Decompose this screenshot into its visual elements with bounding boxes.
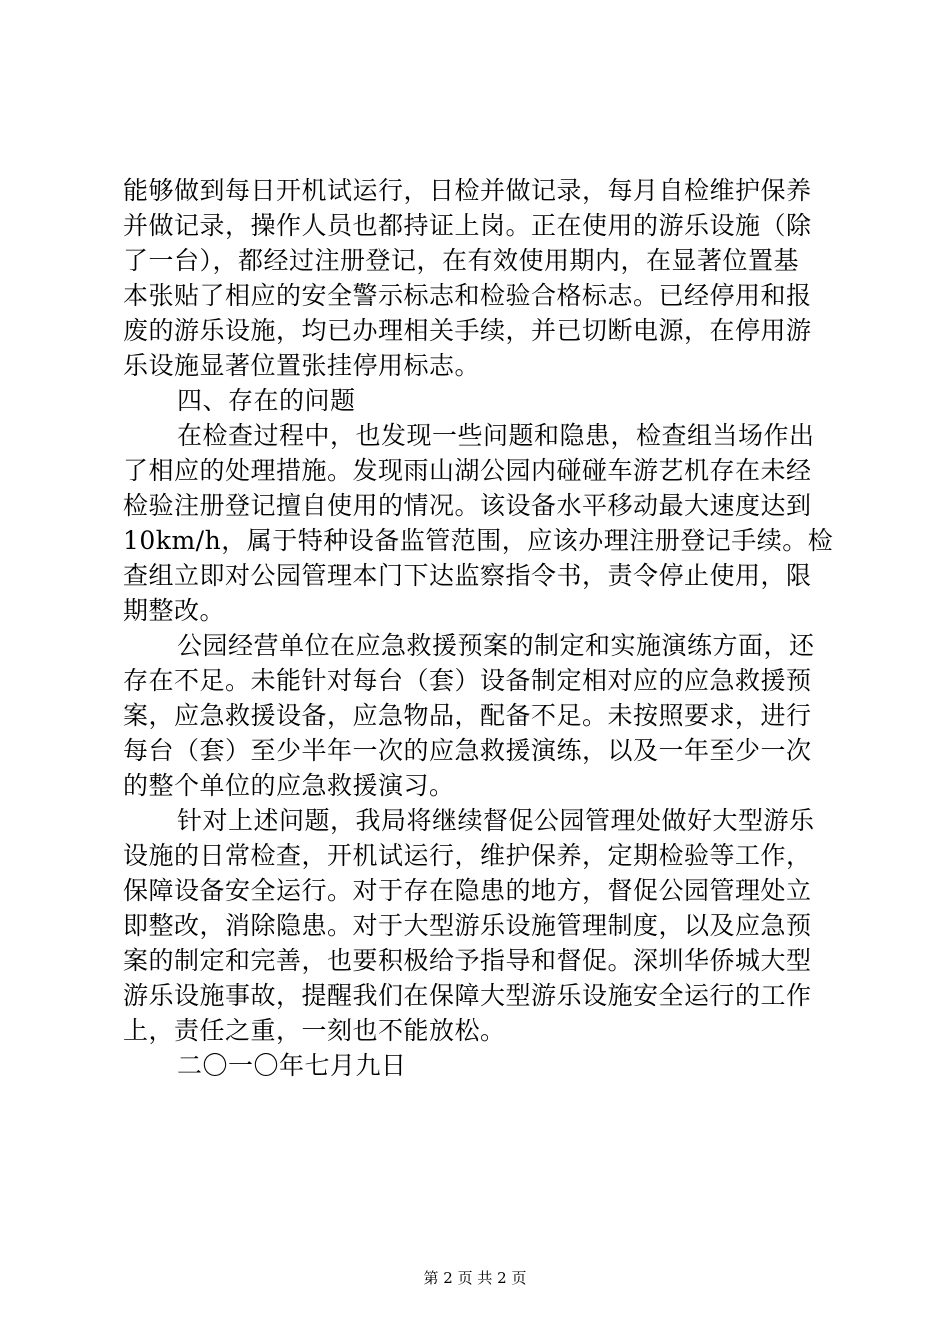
body-text-line: 检验注册登记擅自使用的情况。该设备水平移动最大速度达到 — [123, 491, 812, 520]
body-text-line: 期整改。 — [123, 596, 226, 625]
body-text-line: 了相应的处理措施。发现雨山湖公园内碰碰车游艺机存在未经 — [123, 456, 812, 485]
body-text-line: 能够做到每日开机试运行，日检并做记录，每月自检维护保养 — [123, 176, 812, 205]
body-text-line: 游乐设施事故，提醒我们在保障大型游乐设施安全运行的工作 — [123, 981, 812, 1010]
section-heading: 四、存在的问题 — [177, 386, 356, 415]
date-line: 二〇一〇年七月九日 — [177, 1051, 407, 1080]
body-text-line: 公园经营单位在应急救援预案的制定和实施演练方面，还 — [177, 631, 815, 660]
body-text-line: 并做记录，操作人员也都持证上岗。正在使用的游乐设施（除 — [123, 211, 812, 240]
body-text-line: 设施的日常检查，开机试运行，维护保养，定期检验等工作， — [123, 841, 812, 870]
body-text-line: 的整个单位的应急救援演习。 — [123, 771, 455, 800]
body-text-line: 案的制定和完善，也要积极给予指导和督促。深圳华侨城大型 — [123, 946, 812, 975]
page-number-footer: 第 2 页 共 2 页 — [423, 1269, 527, 1287]
body-text-line: 上，责任之重，一刻也不能放松。 — [123, 1016, 506, 1045]
body-text-line: 每台（套）至少半年一次的应急救援演练，以及一年至少一次 — [123, 736, 812, 765]
body-text-line: 案，应急救援设备，应急物品，配备不足。未按照要求，进行 — [123, 701, 812, 730]
body-text-line: 即整改，消除隐患。对于大型游乐设施管理制度，以及应急预 — [123, 911, 812, 940]
body-text-line: 废的游乐设施，均已办理相关手续，并已切断电源，在停用游 — [123, 316, 812, 345]
body-text-line: 了一台），都经过注册登记，在有效使用期内，在显著位置基 — [123, 246, 800, 275]
body-text-line: 乐设施显著位置张挂停用标志。 — [123, 351, 481, 380]
body-text-line: 存在不足。未能针对每台（套）设备制定相对应的应急救援预 — [123, 666, 812, 695]
body-text-line: 10km/h，属于特种设备监管范围，应该办理注册登记手续。检 — [123, 526, 834, 555]
body-text-line: 本张贴了相应的安全警示标志和检验合格标志。已经停用和报 — [123, 281, 812, 310]
body-text-line: 保障设备安全运行。对于存在隐患的地方，督促公园管理处立 — [123, 876, 812, 905]
body-text-line: 针对上述问题，我局将继续督促公园管理处做好大型游乐 — [177, 806, 815, 835]
body-text-line: 查组立即对公园管理本门下达监察指令书，责令停止使用，限 — [123, 561, 812, 590]
body-text-line: 在检查过程中，也发现一些问题和隐患，检查组当场作出 — [177, 421, 815, 450]
